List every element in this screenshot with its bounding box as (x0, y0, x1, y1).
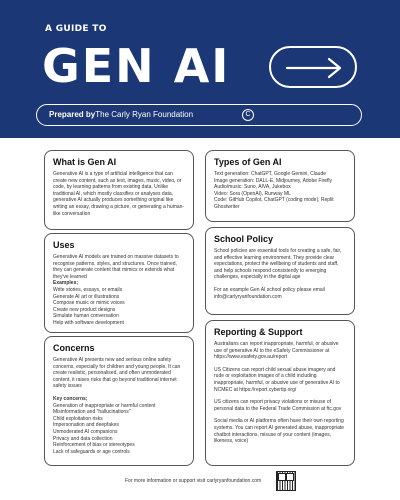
card-uses (44, 233, 194, 333)
guide-kicker: A GUIDE TO (45, 24, 107, 34)
list-item: Video: Sora (OpenAI), Runway ML (214, 190, 291, 197)
arrow-right-icon (285, 56, 343, 80)
types-list (214, 171, 346, 211)
concerns-key-label: Key concerns; (53, 395, 88, 402)
types-title: Types of Gen AI (214, 157, 282, 167)
list-item: Code: GitHub Copilot, ChatGPT (coding mode), Replit Ghostwriter (214, 197, 334, 210)
card-types (205, 150, 355, 222)
page-title: GEN AI (42, 39, 231, 93)
list-item: Lack of safeguards or age controls (53, 448, 130, 455)
list-item: Generate AI art or illustrations (53, 293, 120, 300)
list-item: Image generation: DALL-E, Midjourney, Adobe Firefly (214, 177, 333, 184)
list-item: Impersonation and deepfakes (53, 422, 119, 429)
reporting-paragraph: US Citizens can report child sexual abuse imagery and rude or exploitation images of a child including inappropriate, harmful, or abusive use of generative AI to NCMEC at https://report.cybertip.org/ (214, 366, 340, 393)
card-what-is (44, 150, 194, 230)
uses-examples-label: Examples; (53, 280, 79, 287)
list-item: Misinformation and "hallucinations" (53, 409, 131, 416)
list-item: Create new product designs (53, 306, 116, 313)
card-concerns (44, 336, 194, 466)
uses-examples-list (53, 287, 185, 327)
card-school-policy (205, 227, 355, 315)
arrow-pill (269, 46, 357, 88)
concerns-body: Generative AI presents new and serious online safety concerns, especially for children and young people. It can create realistic, personalised, and often unmoderated content, it raises risks that go beyond traditional internet safety issues (53, 357, 181, 390)
list-item: Write stories, essays, or emails (53, 286, 123, 293)
concerns-list (53, 403, 185, 456)
footer-text: For more information or support visit carlyryanfoundation.com (125, 478, 262, 484)
reporting-paragraph: Australians can report inappropriate, harmful, or abusive use of generative AI to the eSafety Commissioner at https://www.esafety.gov.au/report (214, 341, 339, 361)
list-item: Compose music or mimic voices (53, 300, 125, 307)
list-item: Unmoderated AI companions (53, 428, 118, 435)
reporting-paragraph: US citizens can report privacy violations or misuse of personal data to the Federal Trade Commission at ftc.gov (214, 399, 342, 412)
prepared-label: Prepared by (49, 110, 96, 119)
list-item: Child exploitation risks (53, 415, 103, 422)
school-contact: For an example Gen AI school policy please email info@carlyryanfoundation.com (214, 286, 325, 300)
concerns-title: Concerns (53, 343, 95, 353)
qr-code-icon[interactable] (276, 471, 296, 491)
header-banner (0, 0, 400, 138)
list-item: Privacy and data collection (53, 435, 113, 442)
list-item: Help with software development (53, 319, 124, 326)
list-item: Simulate human conversation (53, 313, 119, 320)
what-is-title: What is Gen AI (53, 157, 117, 167)
uses-title: Uses (53, 240, 75, 250)
list-item: Text generation: ChatGPT, Google Gemini, Claude (214, 171, 327, 177)
list-item: Generation of inappropriate or harmful content (53, 402, 156, 409)
card-reporting (205, 320, 355, 466)
uses-body: Generative AI models are trained on massive datasets to recognise patterns, styles, and structures. Once trained, they can generate content that mimics or extends what they've learned (53, 254, 179, 280)
prepared-org: The Carly Ryan Foundation (95, 110, 194, 119)
reporting-paragraph: Social media or AI platforms often have their own reporting systems. You can report AI generated abuse, inappropriate chatbot interactions, misuse of your content (images, likeness, voice) (214, 418, 345, 445)
what-is-body: Generative AI is a type of artificial intelligence that can create new content, such as text, images, music, video, or code, by learning patterns from existing data. Unlike traditional AI, which mostly classifies or analyses data, generative AI actually produces something original like writing an essay, drawing a picture, or generating a human-like conversation (53, 171, 185, 217)
school-title: School Policy (214, 234, 274, 244)
list-item: Reinforcement of bias or stereotypes (53, 442, 135, 449)
copyright-icon: C (242, 109, 254, 121)
reporting-title: Reporting & Support (214, 327, 303, 337)
prepared-by-bar (36, 104, 362, 126)
list-item: Audio/music: Suno, AIVA, Jukebox (214, 184, 291, 191)
school-body: School policies are essential tools for creating a safe, fair, and effective learning environment. They provide clear expectations, protect the wellbeing of students and staff, and help schools respond consistently to emerging challenges, especially in the digital age (214, 248, 342, 281)
